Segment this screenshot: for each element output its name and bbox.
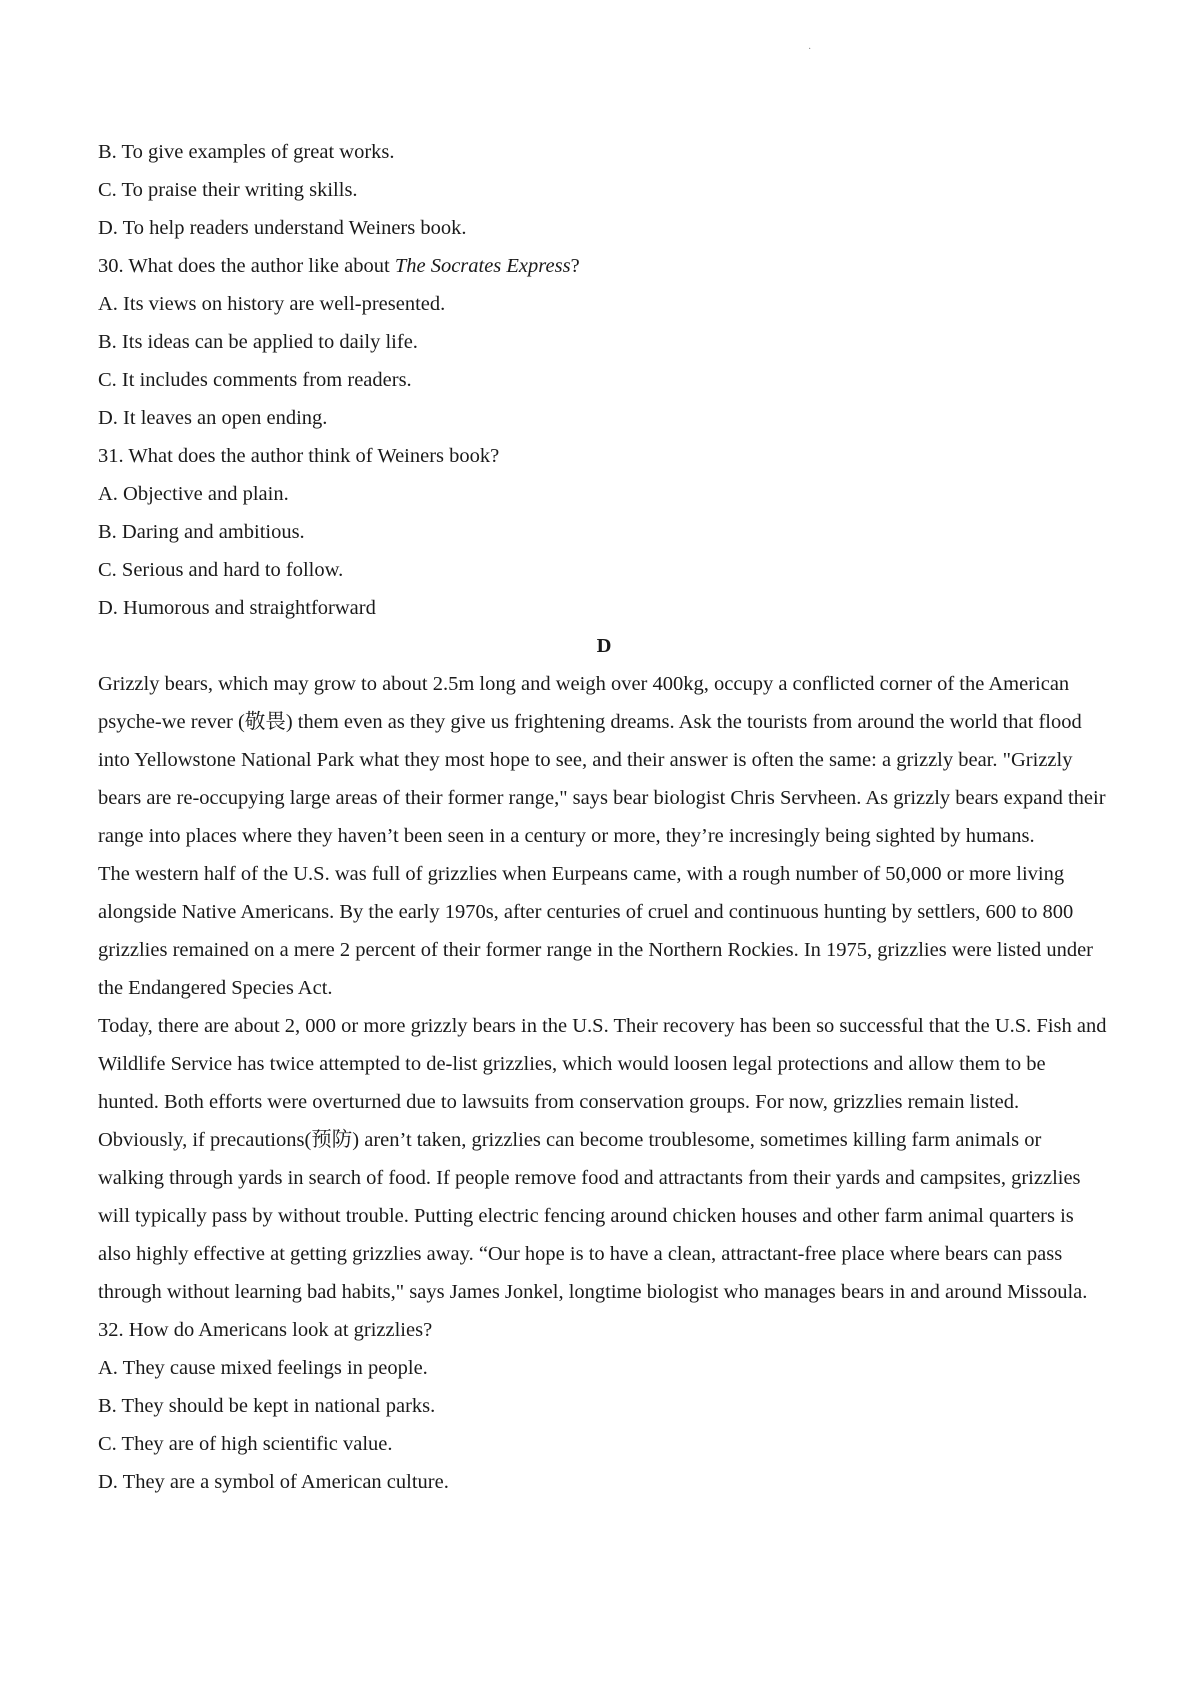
q31-option-c: C. Serious and hard to follow. <box>98 559 344 581</box>
q30-stem-before: 30. What does the author like about <box>98 255 395 277</box>
q32-option-d: D. They are a symbol of American culture. <box>98 1471 449 1493</box>
q32-option-a: A. They cause mixed feelings in people. <box>98 1357 428 1379</box>
q31-option-b: B. Daring and ambitious. <box>98 521 305 543</box>
passage-paragraph-3: Today, there are about 2, 000 or more grizzly bears in the U.S. Their recovery has been so successful that the U.S. Fish and Wildlife Service has twice attempted to de-list grizzlies, which would loosen legal protections and allow them to be hunted. Both efforts were overturned due to lawsuits from conservation groups. For now, grizzlies remain listed. <box>98 1015 1107 1113</box>
q29-option-b: B. To give examples of great works. <box>98 141 395 163</box>
passage-paragraph-1: Grizzly bears, which may grow to about 2.5m long and weigh over 400kg, occupy a conflicted corner of the American psyche-we rever (敬畏) them even as they give us frightening dreams. Ask the tourists from around the world that flood into Yellowstone National Park what they most hope to see, and their answer is often the same: a grizzly bear. "Grizzly bears are re-occupying large areas of their former range," says bear biologist Chris Servheen. As grizzly bears expand their range into places where they haven’t been seen in a century or more, they’re incresingly being sighted by humans. <box>98 673 1106 847</box>
q30-option-d: D. It leaves an open ending. <box>98 407 328 429</box>
q32-option-b: B. They should be kept in national parks. <box>98 1395 436 1417</box>
q30-option-b: B. Its ideas can be applied to daily life. <box>98 331 418 353</box>
q32-option-c: C. They are of high scientific value. <box>98 1433 393 1455</box>
passage-paragraph-2: The western half of the U.S. was full of grizzlies when Eurpeans came, with a rough number of 50,000 or more living alongside Native Americans. By the early 1970s, after centuries of cruel and continuous hunting by settlers, 600 to 800 grizzlies remained on a mere 2 percent of their former range in the Northern Rockies. In 1975, grizzlies were listed under the Endangered Species Act. <box>98 863 1094 999</box>
q30-stem-after: ? <box>570 255 580 277</box>
q30-stem <box>98 247 1110 285</box>
q31-option-d: D. Humorous and straightforward <box>98 597 376 619</box>
q29-option-d: D. To help readers understand Weiners book. <box>98 217 467 239</box>
q29-option-c: C. To praise their writing skills. <box>98 179 358 201</box>
q31-option-a: A. Objective and plain. <box>98 483 289 505</box>
section-heading: D <box>596 635 612 657</box>
q32-stem: 32. How do Americans look at grizzlies? <box>98 1319 433 1341</box>
q30-option-c: C. It includes comments from readers. <box>98 369 412 391</box>
passage-paragraph-4: Obviously, if precautions(预防) aren’t taken, grizzlies can become troublesome, sometimes killing farm animals or walking through yards in search of food. If people remove food and attractants from their yards and campsites, grizzlies will typically pass by without trouble. Putting electric fencing around chicken houses and other farm animal quarters is also highly effective at getting grizzlies away. “Our hope is to have a clean, attractant-free place where bears can pass through without learning bad habits," says James Jonkel, longtime biologist who manages bears in and around Missoula. <box>98 1129 1088 1303</box>
document-page <box>98 133 1110 1501</box>
q30-option-a: A. Its views on history are well-presented. <box>98 293 446 315</box>
header-mark: · <box>808 44 812 55</box>
q30-book-title: The Socrates Express <box>394 255 571 277</box>
q31-stem: 31. What does the author think of Weiners book? <box>98 445 500 467</box>
